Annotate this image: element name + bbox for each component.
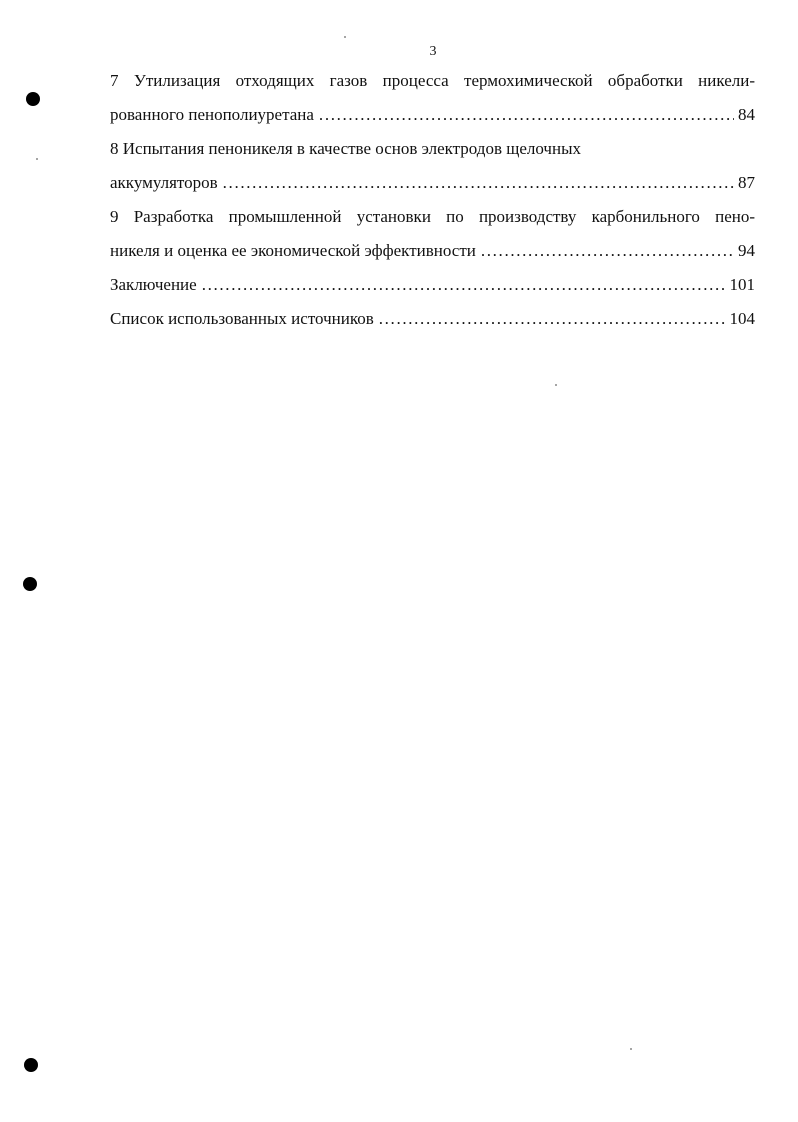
toc-entry-conclusion [110, 262, 755, 296]
toc-entry-8-title-end: аккумуляторов [110, 173, 218, 192]
scan-speck [630, 1048, 632, 1050]
scan-speck [36, 158, 38, 160]
toc-entry-7-line1: 7 Утилизация отходящих газов процесса термохимической обработки никели- [110, 71, 755, 90]
dot-leader [379, 308, 726, 330]
dot-leader [223, 172, 734, 194]
punch-hole-mark [23, 577, 37, 591]
toc-entry-9-title-end: никеля и оценка ее экономической эффективности [110, 241, 476, 260]
toc-entry-references-title: Список использованных источников [110, 309, 374, 328]
toc-entry-conclusion-title: Заключение [110, 275, 197, 294]
toc-entry-9-line2 [110, 228, 755, 262]
scan-speck [344, 36, 346, 38]
page-number: 3 [429, 44, 437, 59]
punch-hole-mark [24, 1058, 38, 1072]
toc-entry-7-title-end: рованного пенополиуретана [110, 105, 314, 124]
toc-entry-8-line2 [110, 160, 755, 194]
toc-entry-7-line2 [110, 92, 755, 126]
toc-entry-9-page: 94 [738, 241, 755, 260]
toc-entry-references [110, 296, 755, 330]
toc-entry-7-page: 84 [738, 105, 755, 124]
toc-entry-8-page: 87 [738, 173, 755, 192]
toc-entry-9-line1: 9 Разработка промышленной установки по производству карбонильного пено- [110, 207, 755, 226]
toc-entry-references-page: 104 [729, 309, 755, 328]
punch-hole-mark [26, 92, 40, 106]
dot-leader [481, 240, 734, 262]
dot-leader [202, 274, 726, 296]
toc-entry-conclusion-page: 101 [729, 275, 755, 294]
dot-leader [319, 104, 734, 126]
toc-entry-8-line1 [110, 126, 755, 160]
scan-speck [555, 384, 557, 386]
toc-entry-8-title: 8 Испытания пеноникеля в качестве основ электродов щелочных [110, 139, 581, 158]
table-of-contents [110, 58, 755, 330]
